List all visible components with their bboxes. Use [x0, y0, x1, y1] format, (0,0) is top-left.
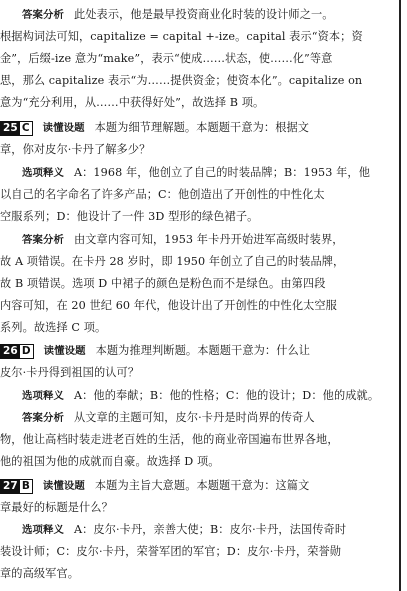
translation-label: 选项释义: [22, 524, 64, 536]
q27-number-badge: 27 B: [0, 479, 33, 494]
q27-option-line-1: 选项释义 A：皮尔·卡丹，亲善大使；B：皮尔·卡丹，法国传奇时: [22, 523, 347, 536]
analysis-label: 答案分析: [22, 9, 64, 21]
q26-analysis-line-3: 他的祖国为他的成就而自豪。故选择 D 项。: [0, 455, 220, 468]
q26-analysis-line-1: 答案分析 从文章的主题可知，皮尔·卡丹是时尚界的传奇人: [22, 411, 315, 424]
q27-option-line-2: 装设计师；C：皮尔·卡丹，荣誉军团的军官；D：皮尔·卡丹，荣誉勋: [0, 545, 342, 558]
q25-design-line-1: 25 C 读懂设题 本题为细节理解题。本题题干意为：根据文: [0, 117, 396, 139]
q25-option-line-3: 空服系列；D：他设计了一件 3D 型形的绿色裙子。: [0, 210, 259, 223]
reading-label: 读懂设题: [43, 345, 86, 357]
page-edge-divider: [399, 0, 401, 591]
q25-analysis-line-3: 故 B 项错误。选项 D 中裙子的颜色是粉色而不是绿色。由第四段: [0, 277, 326, 290]
translation-label: 选项释义: [22, 390, 64, 402]
q24-analysis-line-5: 意为“充分利用，从……中获得好处”，故选择 B 项。: [0, 96, 265, 109]
q24-analysis-line-3: 金”，后缀-ize 意为“make”，表示“使成……状态，使……化”等意: [0, 52, 333, 65]
q27-option-line-3: 章的高级军官。: [0, 567, 80, 580]
q25-option-line-1: 选项释义 A：1968 年，他创立了自己的时装品牌；B：1953 年，他: [22, 166, 370, 179]
q26-analysis-line-2: 物，他让高档时装走进老百姓的生活，他的商业帝国遍布世界各地，: [0, 433, 339, 446]
q27-design-line-2: 章最好的标题是什么？: [0, 501, 113, 514]
reading-label: 读懂设题: [42, 122, 85, 134]
q25-analysis-line-5: 系列。故选择 C 项。: [0, 321, 107, 334]
q25-option-line-2: 以自己的名字命名了许多产品；C：他创造出了开创性的中性化太: [0, 188, 325, 201]
q24-analysis-line-4: 思，那么 capitalize 表示“为……提供资金；使资本化”。capitalize on: [0, 74, 363, 87]
q25-number-badge: 25 C: [0, 121, 33, 136]
q24-analysis-line-2: 根据构词法可知，capitalize = capital +-ize。capital 表示“资本；资: [0, 30, 363, 43]
q26-design-line-2: 皮尔·卡丹得到祖国的认可？: [0, 366, 140, 379]
q25-analysis-line-4: 内容可知，在 20 世纪 60 年代，他设计出了开创性的中性化太空服: [0, 299, 337, 312]
q26-option-line-1: 选项释义 A：他的奉献；B：他的性格；C：他的设计；D：他的成就。: [22, 389, 380, 402]
q26-design-line-1: 26 D 读懂设题 本题为推理判断题。本题题干意为：什么让: [0, 340, 396, 362]
translation-label: 选项释义: [22, 167, 64, 179]
q24-analysis-line-1: 答案分析 此处表示，他是最早投资商业化时装的设计师之一。: [22, 8, 334, 21]
q27-design-line-1: 27 B 读懂设题 本题为主旨大意题。本题题干意为：这篇文: [0, 475, 396, 497]
q25-design-line-2: 章，你对皮尔·卡丹了解多少？: [0, 143, 151, 156]
q26-number-badge: 26 D: [0, 344, 34, 359]
analysis-label: 答案分析: [22, 412, 64, 424]
q25-analysis-line-1: 答案分析 由文章内容可知，1953 年卡丹开始进军高级时装界，: [22, 233, 344, 246]
reading-label: 读懂设题: [42, 480, 85, 492]
analysis-label: 答案分析: [22, 234, 64, 246]
q25-analysis-line-2: 故 A 项错误。在卡丹 28 岁时，即 1950 年创立了自己的时装品牌，: [0, 255, 345, 268]
